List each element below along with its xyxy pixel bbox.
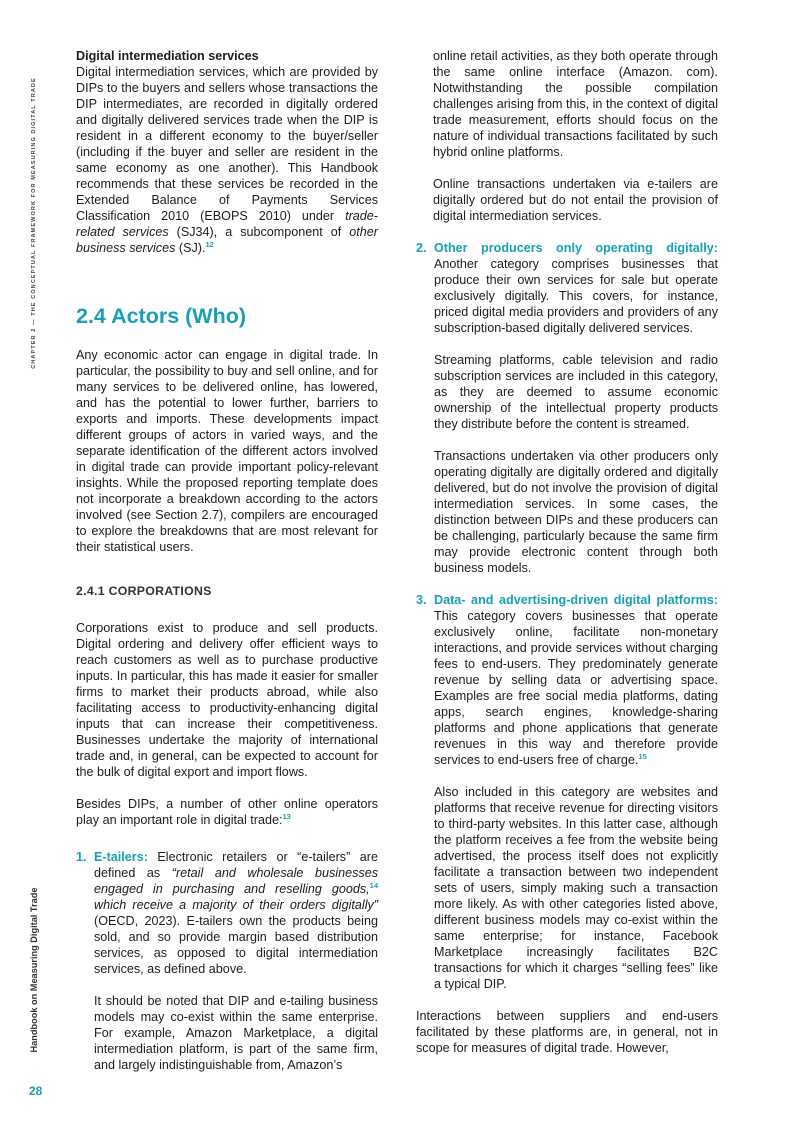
section-heading-actors: 2.4 Actors (Who) [76, 304, 247, 328]
list-item-data-platforms [416, 592, 718, 992]
chapter-running-head-text: CHAPTER 2 — THE CONCEPTUAL FRAMEWORK FOR MEASURING DIGITAL TRADE [31, 77, 37, 369]
right-column [416, 48, 718, 1056]
footnote-ref-12[interactable]: 12 [205, 239, 214, 249]
data-platforms-paragraph-1: Data- and advertising-driven digital platforms: This category covers businesses that operate exclusively online, facilitate non-monetary interactions, and provide services without charging fees to end-users. They predominately generate revenue by selling data or advertising space. Examples are free social media platforms, dating apps, search engines, knowledge-sharing platforms and phone applications that generate revenues in this way and therefore provide services to end-users free of charge.$^{15}$ [434, 593, 718, 767]
handbook-running-title-text: Handbook on Measuring Digital Trade [29, 887, 39, 1053]
etailers-paragraph-2: It should be noted that DIP and e-tailing business models may co-exist within the same enterprise. For example, Amazon Marketplace, a digital intermediation platform, is part of the same firm, and largely indistinguishable from, Amazon’s [94, 994, 378, 1072]
list-item-etailers [76, 849, 378, 1073]
etailers-paragraph-1: E-tailers: Electronic retailers or “e-tailers” are defined as “retail and wholesale businesses engaged in purchasing and reselling goods,$^{14}$ which receive a majority of their orders digitally” (OECD, 2023). E-tailers own the products being sold, and so provide margin based distribution services, as opposed to digital intermediation services, as defined above. [94, 850, 378, 976]
other-producers-paragraph-1: Other producers only operating digitally: Another category comprises businesses that produce their own services for sale but operate exclusively digitally. This covers, for instance, priced digital media providers and providers of any subscription-based digitally delivered services. [434, 241, 718, 335]
corporations-paragraph-1: Corporations exist to produce and sell products. Digital ordering and delivery offer efficient ways to reach customers as well as to purchase productive inputs. In particular, this has made it easier for smaller firms to market their products abroad, while also facilitating access to productivity-enhancing digital inputs that can increase their competitiveness. Businesses undertake the majority of international trade and, in general, can be expected to account for the bulk of digital export and import flows. [76, 621, 378, 779]
list-item-other-producers [416, 240, 718, 576]
etailers-continuation-1: online retail activities, as they both operate through the same online interface (Amazon. com). Notwithstanding the possible compilation challenges arising from this, in the context of digital trade measurement, efforts should focus on the nature of individual transactions facilitated by such hybrid online platforms. [433, 49, 718, 159]
dis-paragraph: Digital intermediation services, which are provided by DIPs to the buyers and sellers whose transactions the DIP intermediates, are recorded in digitally ordered and digitally delivered services trade when the DIP is resident in a different economy to the buyer/seller (including if the buyer and seller are resident in the same economy as one another). This Handbook recommends that these services be recorded in the Extended Balance of Payments Services Classification 2010 (EBOPS 2010) under trade-related services (SJ34), a subcomponent of other business services (SJ).$^{12}$ [76, 65, 378, 255]
left-column [76, 48, 378, 1089]
list-number: 3. [416, 593, 427, 607]
footnote-ref-14[interactable]: 14 [369, 880, 378, 890]
corporations-paragraph-2: Besides DIPs, a number of other online operators play an important role in digital trade:$^{13}$ [76, 797, 378, 827]
list-number: 2. [416, 241, 427, 255]
page-number: 28 [29, 1084, 43, 1098]
subsection-heading-corporations: 2.4.1 CORPORATIONS [76, 584, 212, 598]
other-producers-paragraph-2: Streaming platforms, cable television and radio subscription services are included in this category, as they are deemed to assume economic ownership of the intellectual property products they distribute before the content is streamed. [434, 353, 718, 431]
handbook-running-title [27, 878, 41, 1062]
other-producers-paragraph-3: Transactions undertaken via other producers only operating digitally are digitally ordered and digitally delivered, but do not involve the provision of digital intermediation services. In some cases, the distinction between DIPs and these producers can be challenging, particularly because the same firm may provide electronic content through both business models. [434, 449, 718, 575]
data-platforms-paragraph-2: Also included in this category are websites and platforms that receive revenue for directing visitors to third-party websites. In this latter case, although the platform receives a fee from the website being advertised, the process itself does not explicitly facilitate a transaction between two independent sets of users, simply making such a transaction more likely. As with other categories listed above, different business models may co-exist within the same enterprise; for instance, Facebook Marketplace increasingly facilitates B2C transactions for which it charges “selling fees” like a typical DIP. [434, 785, 718, 991]
footnote-ref-13[interactable]: 13 [282, 811, 291, 821]
dis-heading: Digital intermediation services [76, 49, 259, 63]
list-number: 1. [76, 850, 87, 864]
chapter-running-head [27, 48, 41, 398]
footnote-ref-15[interactable]: 15 [638, 751, 647, 761]
final-paragraph: Interactions between suppliers and end-users facilitated by these platforms are, in general, not in scope for measures of digital trade. However, [416, 1009, 718, 1055]
etailers-continuation-2: Online transactions undertaken via e-tailers are digitally ordered but do not entail the provision of digital intermediation services. [433, 177, 718, 223]
actors-paragraph: Any economic actor can engage in digital trade. In particular, the possibility to buy and sell online, and for many services to be delivered online, has lowered, and has the potential to lower further, barriers to exports and imports. These developments impact different groups of actors in varied ways, and the separate identification of the different actors involved in digital trade can provide important policy-relevant insights. While the proposed reporting template does not incorporate a breakdown according to the actors involved (see Section 2.7), compilers are encouraged to explore the breakdowns that are most relevant for their statistical users. [76, 348, 378, 554]
